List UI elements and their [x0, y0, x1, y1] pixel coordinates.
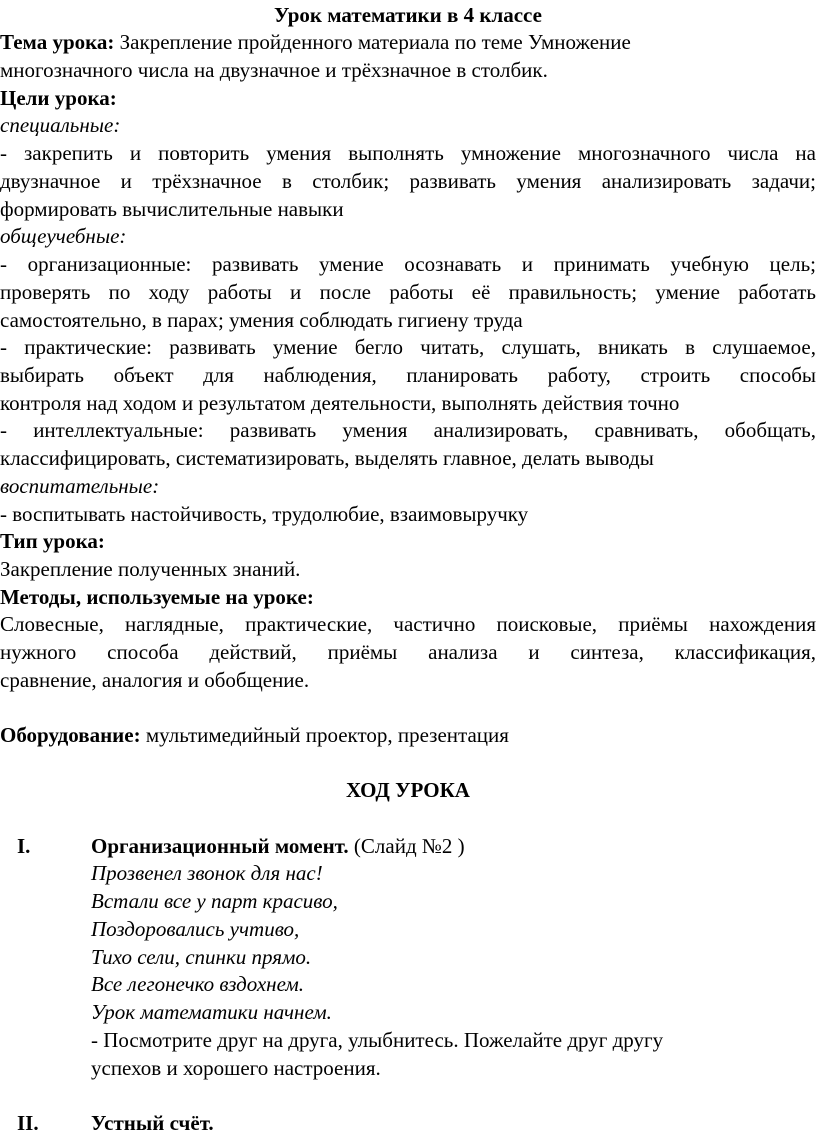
section-2-number: II.: [17, 1111, 39, 1135]
methods-line-1: Словесные, наглядные, практические, частично поисковые, приёмы нахождения: [0, 612, 816, 636]
topic-label: Тема урока:: [0, 30, 115, 54]
page-title: Урок математики в 4 классе: [274, 3, 542, 27]
course-heading: ХОД УРОКА: [346, 778, 470, 802]
equipment-text: мультимедийный проектор, презентация: [140, 723, 509, 747]
greeting-line-1: - Посмотрите друг на друга, улыбнитесь. Пожелайте друг другу: [91, 1028, 664, 1052]
org-line-3: самостоятельно, в парах; умения соблюдать гигиену труда: [0, 308, 523, 332]
type-heading: Тип урока:: [0, 529, 105, 553]
poem-line-2: Встали все у парт красиво,: [91, 889, 338, 913]
section-2-title: Устный счёт.: [91, 1111, 214, 1135]
int-line-1: - интеллектуальные: развивать умения анализировать, сравнивать, обобщать,: [0, 418, 816, 442]
methods-heading: Методы, используемые на уроке:: [0, 585, 314, 609]
edu-line-1: - воспитывать настойчивость, трудолюбие, взаимовыручку: [0, 502, 529, 526]
equipment-label: Оборудование:: [0, 723, 141, 747]
section-1-title: Организационный момент.: [91, 834, 349, 858]
special-line-2: двузначное и трёхзначное в столбик; развивать умения анализировать задачи;: [0, 169, 816, 193]
special-line-3: формировать вычислительные навыки: [0, 197, 344, 221]
special-label: специальные:: [0, 113, 121, 137]
poem-line-6: Урок математики начнем.: [91, 1000, 332, 1024]
topic-line-2: многозначного числа на двузначное и трёхзначное в столбик.: [0, 58, 548, 82]
prac-line-3: контроля над ходом и результатом деятельности, выполнять действия точно: [0, 391, 680, 415]
poem-line-5: Все легонечко вздохнем.: [91, 972, 305, 996]
org-line-2: проверять по ходу работы и после работы её правильность; умение работать: [0, 280, 816, 304]
poem-line-3: Поздоровались учтиво,: [91, 917, 300, 941]
equipment-line: [0, 722, 816, 750]
section-1-number: I.: [17, 834, 31, 858]
special-line-1: - закрепить и повторить умения выполнять умножение многозначного числа на: [0, 141, 816, 165]
greeting-line-2: успехов и хорошего настроения.: [91, 1056, 381, 1080]
poem-line-1: Прозвенел звонок для нас!: [91, 861, 323, 885]
topic-text: Закрепление пройденного материала по теме Умножение: [119, 30, 631, 54]
int-line-2: классифицировать, систематизировать, выделять главное, делать выводы: [0, 446, 654, 470]
section-1-heading: [91, 833, 465, 861]
general-label: общеучебные:: [0, 224, 127, 248]
edu-label: воспитательные:: [0, 474, 160, 498]
section-1-slide: (Слайд №2 ): [348, 834, 465, 858]
prac-line-2: выбирать объект для наблюдения, планировать работу, строить способы: [0, 363, 816, 387]
poem-line-4: Тихо сели, спинки прямо.: [91, 945, 312, 969]
methods-line-2: нужного способа действий, приёмы анализа и синтеза, классификация,: [0, 640, 816, 664]
topic-line-1: [0, 29, 816, 57]
org-line-1: - организационные: развивать умение осознавать и принимать учебную цель;: [0, 252, 816, 276]
prac-line-1: - практические: развивать умение бегло читать, слушать, вникать в слушаемое,: [0, 335, 816, 359]
methods-line-3: сравнение, аналогия и обобщение.: [0, 668, 310, 692]
goals-heading: Цели урока:: [0, 86, 117, 110]
type-text: Закрепление полученных знаний.: [0, 557, 301, 581]
